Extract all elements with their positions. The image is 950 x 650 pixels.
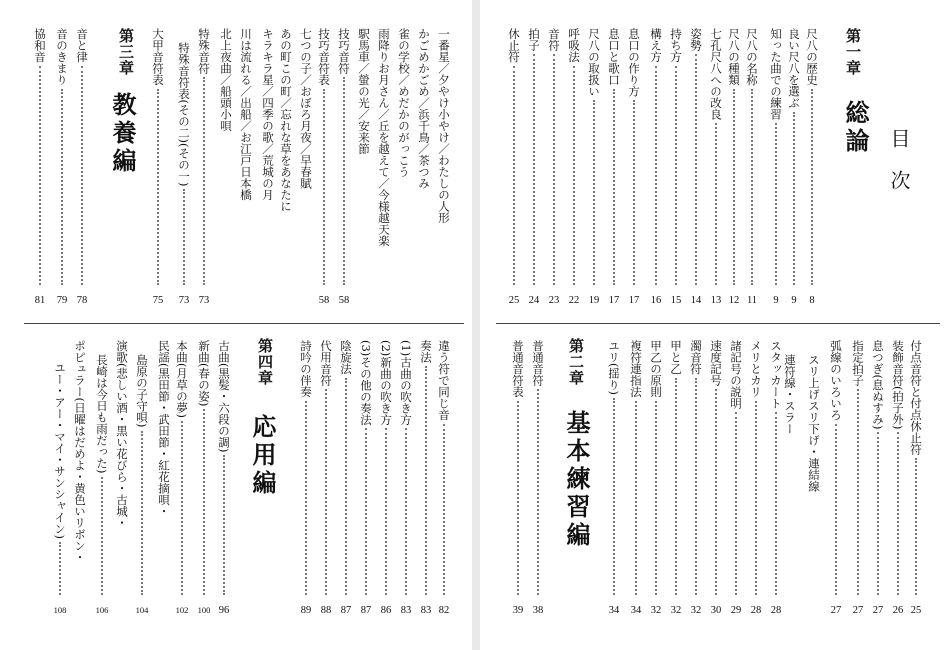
toc-entry [377, 28, 391, 247]
toc-entry-label: 音のきまり [55, 28, 69, 86]
toc-page-number: 26 [892, 605, 904, 616]
leader-dots [675, 66, 677, 286]
section-divider [496, 323, 940, 324]
toc-entry-label: 駅馬車／螢の光／安来節 [357, 28, 371, 155]
leader-dots [343, 77, 345, 285]
toc-entry [135, 354, 149, 598]
toc-title: 目次 [887, 128, 911, 212]
toc-entry-label: 姿勢 [689, 28, 703, 51]
toc-page-number: 27 [852, 605, 864, 616]
toc-entry [319, 340, 333, 598]
toc-page-number: 86 [380, 605, 392, 616]
toc-entry [239, 28, 253, 201]
chapter1-title: 総論 [841, 100, 869, 156]
toc-page-number: 73 [198, 295, 210, 306]
leader-dots [345, 378, 347, 596]
toc-entry [807, 354, 821, 492]
leader-dots [633, 100, 635, 285]
leader-dots [39, 66, 41, 286]
toc-entry [511, 340, 525, 598]
toc-entry-label: 濁音符 [689, 340, 703, 375]
toc-entry [727, 28, 741, 288]
toc-page-number: 89 [300, 605, 312, 616]
toc-entry-label: (3)その他の奏法 [359, 340, 373, 426]
toc-page-number: 8 [809, 295, 815, 306]
toc-page-number: 78 [76, 295, 88, 306]
chapter2-label: 第二章 [567, 338, 585, 386]
toc-entry [337, 28, 351, 288]
toc-page-number: 23 [548, 295, 560, 306]
toc-entry-label: 装飾音符(拍子外) [891, 340, 905, 430]
leader-dots [573, 66, 575, 286]
toc-entry [709, 340, 723, 598]
toc-entry-label: 尺八の名称 [745, 28, 759, 86]
toc-entry-label: 音と律 [75, 28, 89, 63]
toc-entry-label: 古曲(黒髪・六段の調) [217, 340, 231, 453]
toc-entry-label: 技巧音符表 [317, 28, 331, 86]
leader-dots [811, 89, 813, 286]
toc-entry [627, 28, 641, 288]
toc-page-number: 9 [773, 295, 779, 306]
leader-dots [877, 432, 879, 595]
toc-entry [397, 28, 411, 178]
leader-dots [593, 100, 595, 285]
leader-dots [655, 66, 657, 286]
toc-entry-label: 尺八の種類 [727, 28, 741, 86]
toc-entry [769, 28, 783, 288]
toc-page-number: 81 [34, 295, 46, 306]
toc-entry [75, 28, 89, 288]
toc-entry-label: 普通音符 [531, 340, 545, 386]
toc-entry [547, 28, 561, 288]
toc-entry-label: 速度記号 [709, 340, 723, 386]
book-gutter [472, 0, 480, 650]
leader-dots [157, 89, 159, 286]
toc-entry-label: 構え方 [649, 28, 663, 63]
toc-entry [261, 28, 275, 201]
toc-entry-label: ポピュラー(日曜はだめよ・黄色いリボン・ [73, 340, 87, 563]
leader-dots [101, 477, 103, 596]
toc-entry-label: 特殊音符 [197, 28, 211, 74]
toc-entry-label: 七孔尺八への改良 [709, 28, 723, 120]
toc-page-number: 83 [420, 605, 432, 616]
toc-entry [669, 340, 683, 598]
leader-dots [323, 89, 325, 286]
toc-entry [157, 340, 171, 517]
toc-entry-label: 奏法 [419, 340, 433, 363]
toc-entry-label: かごめかごめ／浜千鳥／茶つみ [417, 28, 431, 189]
toc-entry-label: 付点音符と付点休止符 [909, 340, 923, 455]
toc-entry [745, 28, 759, 288]
leader-dots [425, 366, 427, 595]
toc-entry [909, 340, 923, 598]
leader-dots [385, 428, 387, 595]
leader-dots [203, 409, 205, 595]
leader-dots [183, 189, 185, 285]
toc-page-number: 34 [630, 605, 642, 616]
chapter4-title: 応用編 [248, 414, 276, 498]
toc-entry-label: 七つの子／おぼろ月夜／早春賦 [299, 28, 313, 189]
toc-page-number: 82 [438, 605, 450, 616]
toc-entry-label: 息つぎ(息ぬすみ) [871, 340, 885, 430]
toc-page-number: 96 [218, 605, 230, 616]
toc-entry [299, 340, 313, 598]
leader-dots [715, 123, 717, 285]
toc-entry-label: (1)古曲の吹き方 [399, 340, 413, 426]
toc-entry [417, 28, 431, 189]
leader-dots [443, 424, 445, 596]
toc-entry [197, 340, 211, 598]
toc-entry-label: 指定拍子 [851, 340, 865, 386]
toc-entry-label: 演歌(悲しい酒・黒い花びら・古城・ [115, 340, 129, 529]
toc-page-number: 17 [608, 295, 620, 306]
toc-page-number: 19 [588, 295, 600, 306]
leader-dots [533, 54, 535, 285]
toc-page-number: 30 [710, 605, 722, 616]
toc-page-number: 73 [178, 295, 190, 306]
toc-page-number: 102 [175, 605, 189, 615]
toc-entry [73, 340, 87, 563]
toc-page-number: 87 [360, 605, 372, 616]
toc-entry-label: 詩吟の伴奏 [299, 340, 313, 398]
leader-dots [751, 89, 753, 286]
toc-entry [649, 28, 663, 288]
toc-entry-label: ユー・アー・マイ・サンシャイン) [53, 362, 67, 539]
toc-page-number: 58 [318, 295, 330, 306]
toc-entry-label: 息口と歌口 [607, 28, 621, 86]
toc-entry [317, 28, 331, 288]
leader-dots [655, 401, 657, 596]
toc-entry [649, 340, 663, 598]
toc-entry-label: 一番星／夕やけ小やけ／わたしの人形 [437, 28, 451, 224]
leader-dots [181, 421, 183, 595]
toc-entry-label: 尺八の取扱い [587, 28, 601, 97]
toc-entry [299, 28, 313, 189]
section-divider [24, 323, 464, 324]
toc-entry [567, 28, 581, 288]
toc-page-number: 34 [608, 605, 620, 616]
toc-page-number: 100 [197, 605, 211, 615]
leader-dots [915, 458, 917, 595]
toc-entry-label: 息口の作り方 [627, 28, 641, 97]
toc-entry-label: 民謡(黒田節・武田節・紅花摘唄・ [157, 340, 171, 517]
leader-dots [305, 401, 307, 596]
toc-entry-label: 持ち方 [669, 28, 683, 63]
toc-entry-label: 代用音符 [319, 340, 333, 386]
toc-entry-label: あの町この町／忘れな草をあなたに [279, 28, 293, 212]
toc-page-number: 28 [770, 605, 782, 616]
toc-page-number: 14 [690, 295, 702, 306]
toc-entry [151, 28, 165, 288]
chapter3-title: 教養編 [108, 92, 136, 176]
toc-entry-label: 雨降りお月さん／丘を越えて／今様越天楽 [377, 28, 391, 247]
toc-entry-label: 甲と乙 [669, 340, 683, 375]
leader-dots [537, 389, 539, 595]
toc-entry-label: 知った曲での練習 [769, 28, 783, 120]
toc-page-number: 87 [340, 605, 352, 616]
chapter4-label: 第四章 [256, 338, 274, 386]
toc-page-number: 75 [152, 295, 164, 306]
toc-entry [851, 340, 865, 598]
toc-entry [279, 28, 293, 212]
toc-entry [55, 28, 69, 288]
leader-dots [513, 66, 515, 286]
toc-page-number: 15 [670, 295, 682, 306]
leader-dots [405, 428, 407, 595]
toc-entry [689, 340, 703, 598]
toc-entry [783, 354, 797, 435]
toc-entry-label: (2)新曲の吹き方 [379, 340, 393, 426]
toc-entry-label: 尺八の歴史 [805, 28, 819, 86]
leader-dots [775, 412, 777, 595]
leader-dots [141, 431, 143, 596]
leader-dots [695, 378, 697, 596]
leader-dots [81, 66, 83, 286]
toc-entry-label: ユリ(揺り) [607, 340, 621, 395]
toc-entry-label: 協和音 [33, 28, 47, 63]
leader-dots [325, 389, 327, 595]
toc-entry-label: キラキラ星／四季の歌／荒城の月 [261, 28, 275, 201]
toc-page-number: 27 [830, 605, 842, 616]
toc-page-number: 27 [872, 605, 884, 616]
leader-dots [223, 455, 225, 595]
leader-dots [635, 401, 637, 596]
toc-page-number: 104 [135, 605, 149, 615]
toc-entry-label: 北上夜曲／船頭小唄 [219, 28, 233, 132]
toc-page-number: 11 [746, 295, 758, 306]
toc-entry-label: 諸記号の説明 [729, 340, 743, 409]
toc-entry-label: 本曲(月草の夢) [175, 340, 189, 418]
leader-dots [755, 401, 757, 596]
toc-entry [219, 28, 233, 132]
toc-page-number: 88 [320, 605, 332, 616]
toc-page-number: 29 [730, 605, 742, 616]
toc-entry-label: 島原の子守唄) [135, 354, 149, 428]
leader-dots [675, 378, 677, 596]
leader-dots [517, 401, 519, 596]
toc-entry-label: 普通音符表 [511, 340, 525, 398]
leader-dots [61, 89, 63, 286]
toc-page-number: 12 [728, 295, 740, 306]
toc-entry-label: 特殊音符表(その二)(その一) [177, 42, 191, 187]
toc-page-number: 58 [338, 295, 350, 306]
toc-page-number: 32 [650, 605, 662, 616]
toc-page-number: 24 [528, 295, 540, 306]
leader-dots [203, 77, 205, 285]
toc-entry [95, 354, 109, 598]
toc-entry-label: 連符線・スラー [783, 354, 797, 435]
toc-page-number: 83 [400, 605, 412, 616]
toc-entry [437, 340, 451, 598]
toc-entry [607, 340, 621, 598]
toc-entry-label: スタッカート [769, 340, 783, 409]
toc-entry [531, 340, 545, 598]
toc-entry [587, 28, 601, 288]
toc-entry-label: スリ上げスリ下げ・連結線 [807, 354, 821, 492]
toc-entry-label: 陰旋法 [339, 340, 353, 375]
toc-page-number: 108 [53, 605, 67, 615]
toc-entry [669, 28, 683, 288]
toc-page-number: 79 [56, 295, 68, 306]
toc-entry [437, 28, 451, 224]
toc-page-number: 38 [532, 605, 544, 616]
leader-dots [775, 123, 777, 285]
toc-entry-label: 音符 [547, 28, 561, 51]
toc-entry [399, 340, 413, 598]
toc-entry-label: 雀の学校／めだかのがっこう [397, 28, 411, 178]
toc-entry [419, 340, 433, 598]
leader-dots [613, 398, 615, 595]
leader-dots [835, 424, 837, 596]
toc-page-number: 28 [750, 605, 762, 616]
toc-entry [607, 28, 621, 288]
toc-entry [805, 28, 819, 288]
toc-entry [33, 28, 47, 288]
leader-dots [857, 389, 859, 595]
toc-page-number: 13 [710, 295, 722, 306]
toc-entry [175, 340, 189, 598]
toc-entry-label: 弧線のいろいろ [829, 340, 843, 421]
toc-entry-label: メリとカリ [749, 340, 763, 398]
toc-page-number: 22 [568, 295, 580, 306]
toc-entry [891, 340, 905, 598]
toc-page-number: 106 [95, 605, 109, 615]
toc-entry [197, 28, 211, 288]
chapter2-title: 基本練習編 [562, 410, 590, 550]
chapter3-label: 第三章 [117, 28, 135, 76]
leader-dots [553, 54, 555, 285]
toc-entry-label: 複符連指法 [629, 340, 643, 398]
toc-entry [357, 28, 371, 155]
leader-dots [897, 432, 899, 595]
toc-entry [53, 362, 67, 598]
toc-entry [769, 340, 783, 598]
toc-entry-label: 川は流れる／出船／お江戸日本橋 [239, 28, 253, 201]
toc-entry-label: 休止符 [507, 28, 521, 63]
toc-page-number: 16 [650, 295, 662, 306]
toc-entry-label: 違う符で同じ音 [437, 340, 451, 421]
toc-page-number: 32 [670, 605, 682, 616]
leader-dots [613, 89, 615, 286]
leader-dots [695, 54, 697, 285]
toc-page-number: 9 [791, 295, 797, 306]
toc-entry [115, 340, 129, 529]
toc-entry-label: 拍子 [527, 28, 541, 51]
toc-entry [871, 340, 885, 598]
leader-dots [715, 389, 717, 595]
chapter1-label: 第一章 [844, 28, 862, 76]
toc-page-number: 39 [512, 605, 524, 616]
toc-page-number: 32 [690, 605, 702, 616]
toc-entry-label: 呼吸法 [567, 28, 581, 63]
toc-entry [507, 28, 521, 288]
toc-entry [379, 340, 393, 598]
toc-entry [829, 340, 843, 598]
toc-entry [787, 28, 801, 288]
toc-entry-label: 長崎は今日も雨だった) [95, 354, 109, 474]
toc-entry-label: 大甲音符表 [151, 28, 165, 86]
toc-entry [749, 340, 763, 598]
toc-page-number: 17 [628, 295, 640, 306]
toc-entry [359, 340, 373, 598]
leader-dots [365, 428, 367, 595]
toc-entry-label: 良い尺八を選ぶ [787, 28, 801, 109]
leader-dots [735, 412, 737, 595]
toc-entry-label: 甲乙の原則 [649, 340, 663, 398]
toc-entry [729, 340, 743, 598]
toc-entry [177, 42, 191, 288]
toc-entry [217, 340, 231, 598]
toc-entry [527, 28, 541, 288]
toc-page-number: 25 [508, 295, 520, 306]
leader-dots [733, 89, 735, 286]
toc-entry [339, 340, 353, 598]
toc-entry-label: 新曲(春の姿) [197, 340, 211, 407]
toc-entry [689, 28, 703, 288]
toc-entry-label: 技巧音符 [337, 28, 351, 74]
toc-entry [629, 340, 643, 598]
toc-page-number: 25 [910, 605, 922, 616]
leader-dots [793, 112, 795, 286]
leader-dots [59, 542, 61, 595]
toc-entry [709, 28, 723, 288]
